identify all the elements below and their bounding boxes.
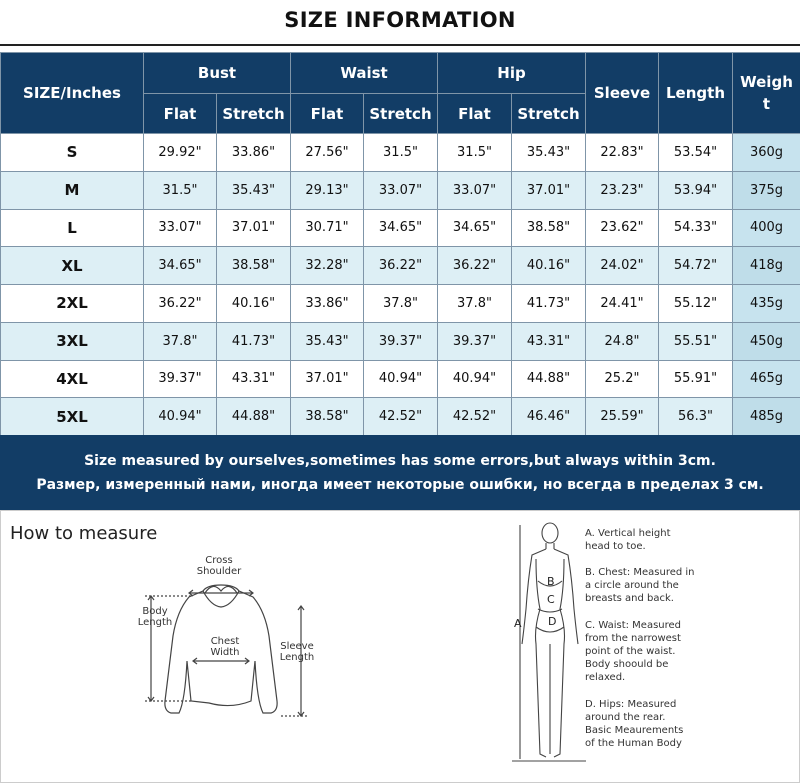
value-cell: 23.23" bbox=[586, 171, 659, 209]
waist-header: Waist bbox=[291, 53, 438, 94]
bust-header: Bust bbox=[144, 53, 291, 94]
hip-flat-header: Flat bbox=[438, 94, 512, 134]
title-bar bbox=[0, 0, 800, 46]
size-cell: 2XL bbox=[1, 285, 144, 323]
value-cell: 54.72" bbox=[659, 247, 733, 285]
value-cell: 35.43" bbox=[512, 134, 586, 172]
table-row bbox=[1, 285, 800, 323]
sleeve-header: Sleeve bbox=[586, 53, 659, 134]
value-cell: 24.02" bbox=[586, 247, 659, 285]
bust-flat-header: Flat bbox=[144, 94, 217, 134]
letter-d: D bbox=[548, 615, 557, 628]
value-cell: 42.52" bbox=[364, 398, 438, 436]
letter-a: A bbox=[514, 617, 522, 630]
value-cell: 55.51" bbox=[659, 322, 733, 360]
value-cell: 37.8" bbox=[364, 285, 438, 323]
letter-c: C bbox=[547, 593, 555, 606]
value-cell: 44.88" bbox=[217, 398, 291, 436]
value-cell: 46.46" bbox=[512, 398, 586, 436]
value-cell: 40.16" bbox=[217, 285, 291, 323]
value-cell: 56.3" bbox=[659, 398, 733, 436]
page-title: SIZE INFORMATION bbox=[284, 8, 516, 32]
value-cell: 22.83" bbox=[586, 134, 659, 172]
value-cell: 40.94" bbox=[438, 360, 512, 398]
value-cell: 33.86" bbox=[291, 285, 364, 323]
weight-header: Weigh t bbox=[733, 53, 800, 134]
length-header: Length bbox=[659, 53, 733, 134]
value-cell: 40.16" bbox=[512, 247, 586, 285]
legend-d: D. Hips: Measured around the rear. Basic Meaurements of the Human Body bbox=[585, 699, 684, 749]
value-cell: 40.94" bbox=[364, 360, 438, 398]
value-cell: 27.56" bbox=[291, 134, 364, 172]
title-rule bbox=[0, 44, 800, 46]
value-cell: 40.94" bbox=[144, 398, 217, 436]
value-cell: 33.07" bbox=[364, 171, 438, 209]
letter-b: B bbox=[547, 575, 555, 588]
value-cell: 33.86" bbox=[217, 134, 291, 172]
value-cell: 31.5" bbox=[438, 134, 512, 172]
chest-width-label: Chest Width bbox=[210, 636, 240, 658]
size-cell: 4XL bbox=[1, 360, 144, 398]
value-cell: 31.5" bbox=[144, 171, 217, 209]
waist-stretch-header: Stretch bbox=[364, 94, 438, 134]
legend-b: B. Chest: Measured in a circle around the breasts and back. bbox=[585, 567, 695, 604]
value-cell: 34.65" bbox=[144, 247, 217, 285]
value-cell: 38.58" bbox=[512, 209, 586, 247]
how-to-measure-panel bbox=[0, 510, 800, 783]
bust-stretch-header: Stretch bbox=[217, 94, 291, 134]
disclaimer-ru: Размер, измеренный нами, иногда имеет некоторые ошибки, но всегда в пределах 3 см. bbox=[36, 477, 764, 493]
value-cell: 36.22" bbox=[144, 285, 217, 323]
size-cell: L bbox=[1, 209, 144, 247]
weight-cell: 465g bbox=[733, 360, 800, 398]
value-cell: 36.22" bbox=[438, 247, 512, 285]
value-cell: 37.8" bbox=[144, 322, 217, 360]
value-cell: 43.31" bbox=[512, 322, 586, 360]
table-row bbox=[1, 171, 800, 209]
value-cell: 32.28" bbox=[291, 247, 364, 285]
weight-cell: 418g bbox=[733, 247, 800, 285]
size-cell: M bbox=[1, 171, 144, 209]
value-cell: 37.01" bbox=[291, 360, 364, 398]
disclaimer-banner bbox=[0, 435, 800, 510]
weight-cell: 400g bbox=[733, 209, 800, 247]
value-cell: 43.31" bbox=[217, 360, 291, 398]
value-cell: 55.12" bbox=[659, 285, 733, 323]
table-row bbox=[1, 398, 800, 436]
value-cell: 30.71" bbox=[291, 209, 364, 247]
waist-flat-header: Flat bbox=[291, 94, 364, 134]
value-cell: 24.41" bbox=[586, 285, 659, 323]
how-to-measure-heading: How to measure bbox=[10, 523, 158, 544]
value-cell: 35.43" bbox=[291, 322, 364, 360]
body-diagram bbox=[506, 519, 586, 771]
value-cell: 35.43" bbox=[217, 171, 291, 209]
disclaimer-en: Size measured by ourselves,sometimes has some errors,but always within 3cm. bbox=[84, 453, 716, 469]
value-cell: 29.92" bbox=[144, 134, 217, 172]
sleeve-length-label: Sleeve Length bbox=[279, 641, 315, 663]
value-cell: 36.22" bbox=[364, 247, 438, 285]
body-length-label: Body Length bbox=[137, 606, 173, 628]
value-cell: 34.65" bbox=[438, 209, 512, 247]
value-cell: 53.54" bbox=[659, 134, 733, 172]
value-cell: 53.94" bbox=[659, 171, 733, 209]
table-row bbox=[1, 134, 800, 172]
value-cell: 29.13" bbox=[291, 171, 364, 209]
hip-stretch-header: Stretch bbox=[512, 94, 586, 134]
value-cell: 42.52" bbox=[438, 398, 512, 436]
hip-header: Hip bbox=[438, 53, 586, 94]
size-cell: XL bbox=[1, 247, 144, 285]
weight-cell: 485g bbox=[733, 398, 800, 436]
weight-cell: 450g bbox=[733, 322, 800, 360]
size-cell: 5XL bbox=[1, 398, 144, 436]
size-table bbox=[0, 52, 800, 436]
size-cell: S bbox=[1, 134, 144, 172]
legend-a: A. Vertical height head to toe. bbox=[585, 528, 671, 552]
value-cell: 38.58" bbox=[291, 398, 364, 436]
value-cell: 23.62" bbox=[586, 209, 659, 247]
size-cell: 3XL bbox=[1, 322, 144, 360]
table-row bbox=[1, 247, 800, 285]
weight-cell: 435g bbox=[733, 285, 800, 323]
value-cell: 31.5" bbox=[364, 134, 438, 172]
value-cell: 41.73" bbox=[512, 285, 586, 323]
table-row bbox=[1, 209, 800, 247]
value-cell: 33.07" bbox=[144, 209, 217, 247]
legend-c: C. Waist: Measured from the narrowest point of the waist. Body shoould be relaxed. bbox=[585, 620, 682, 683]
value-cell: 33.07" bbox=[438, 171, 512, 209]
weight-cell: 360g bbox=[733, 134, 800, 172]
cross-shoulder-label: Cross Shoulder bbox=[196, 555, 242, 577]
weight-cell: 375g bbox=[733, 171, 800, 209]
table-row bbox=[1, 322, 800, 360]
value-cell: 25.2" bbox=[586, 360, 659, 398]
value-cell: 55.91" bbox=[659, 360, 733, 398]
value-cell: 34.65" bbox=[364, 209, 438, 247]
value-cell: 25.59" bbox=[586, 398, 659, 436]
table-row bbox=[1, 360, 800, 398]
value-cell: 39.37" bbox=[144, 360, 217, 398]
value-cell: 37.01" bbox=[512, 171, 586, 209]
size-header: SIZE/Inches bbox=[1, 53, 144, 134]
value-cell: 39.37" bbox=[438, 322, 512, 360]
value-cell: 38.58" bbox=[217, 247, 291, 285]
value-cell: 39.37" bbox=[364, 322, 438, 360]
value-cell: 37.01" bbox=[217, 209, 291, 247]
value-cell: 24.8" bbox=[586, 322, 659, 360]
value-cell: 54.33" bbox=[659, 209, 733, 247]
value-cell: 41.73" bbox=[217, 322, 291, 360]
value-cell: 37.8" bbox=[438, 285, 512, 323]
value-cell: 44.88" bbox=[512, 360, 586, 398]
